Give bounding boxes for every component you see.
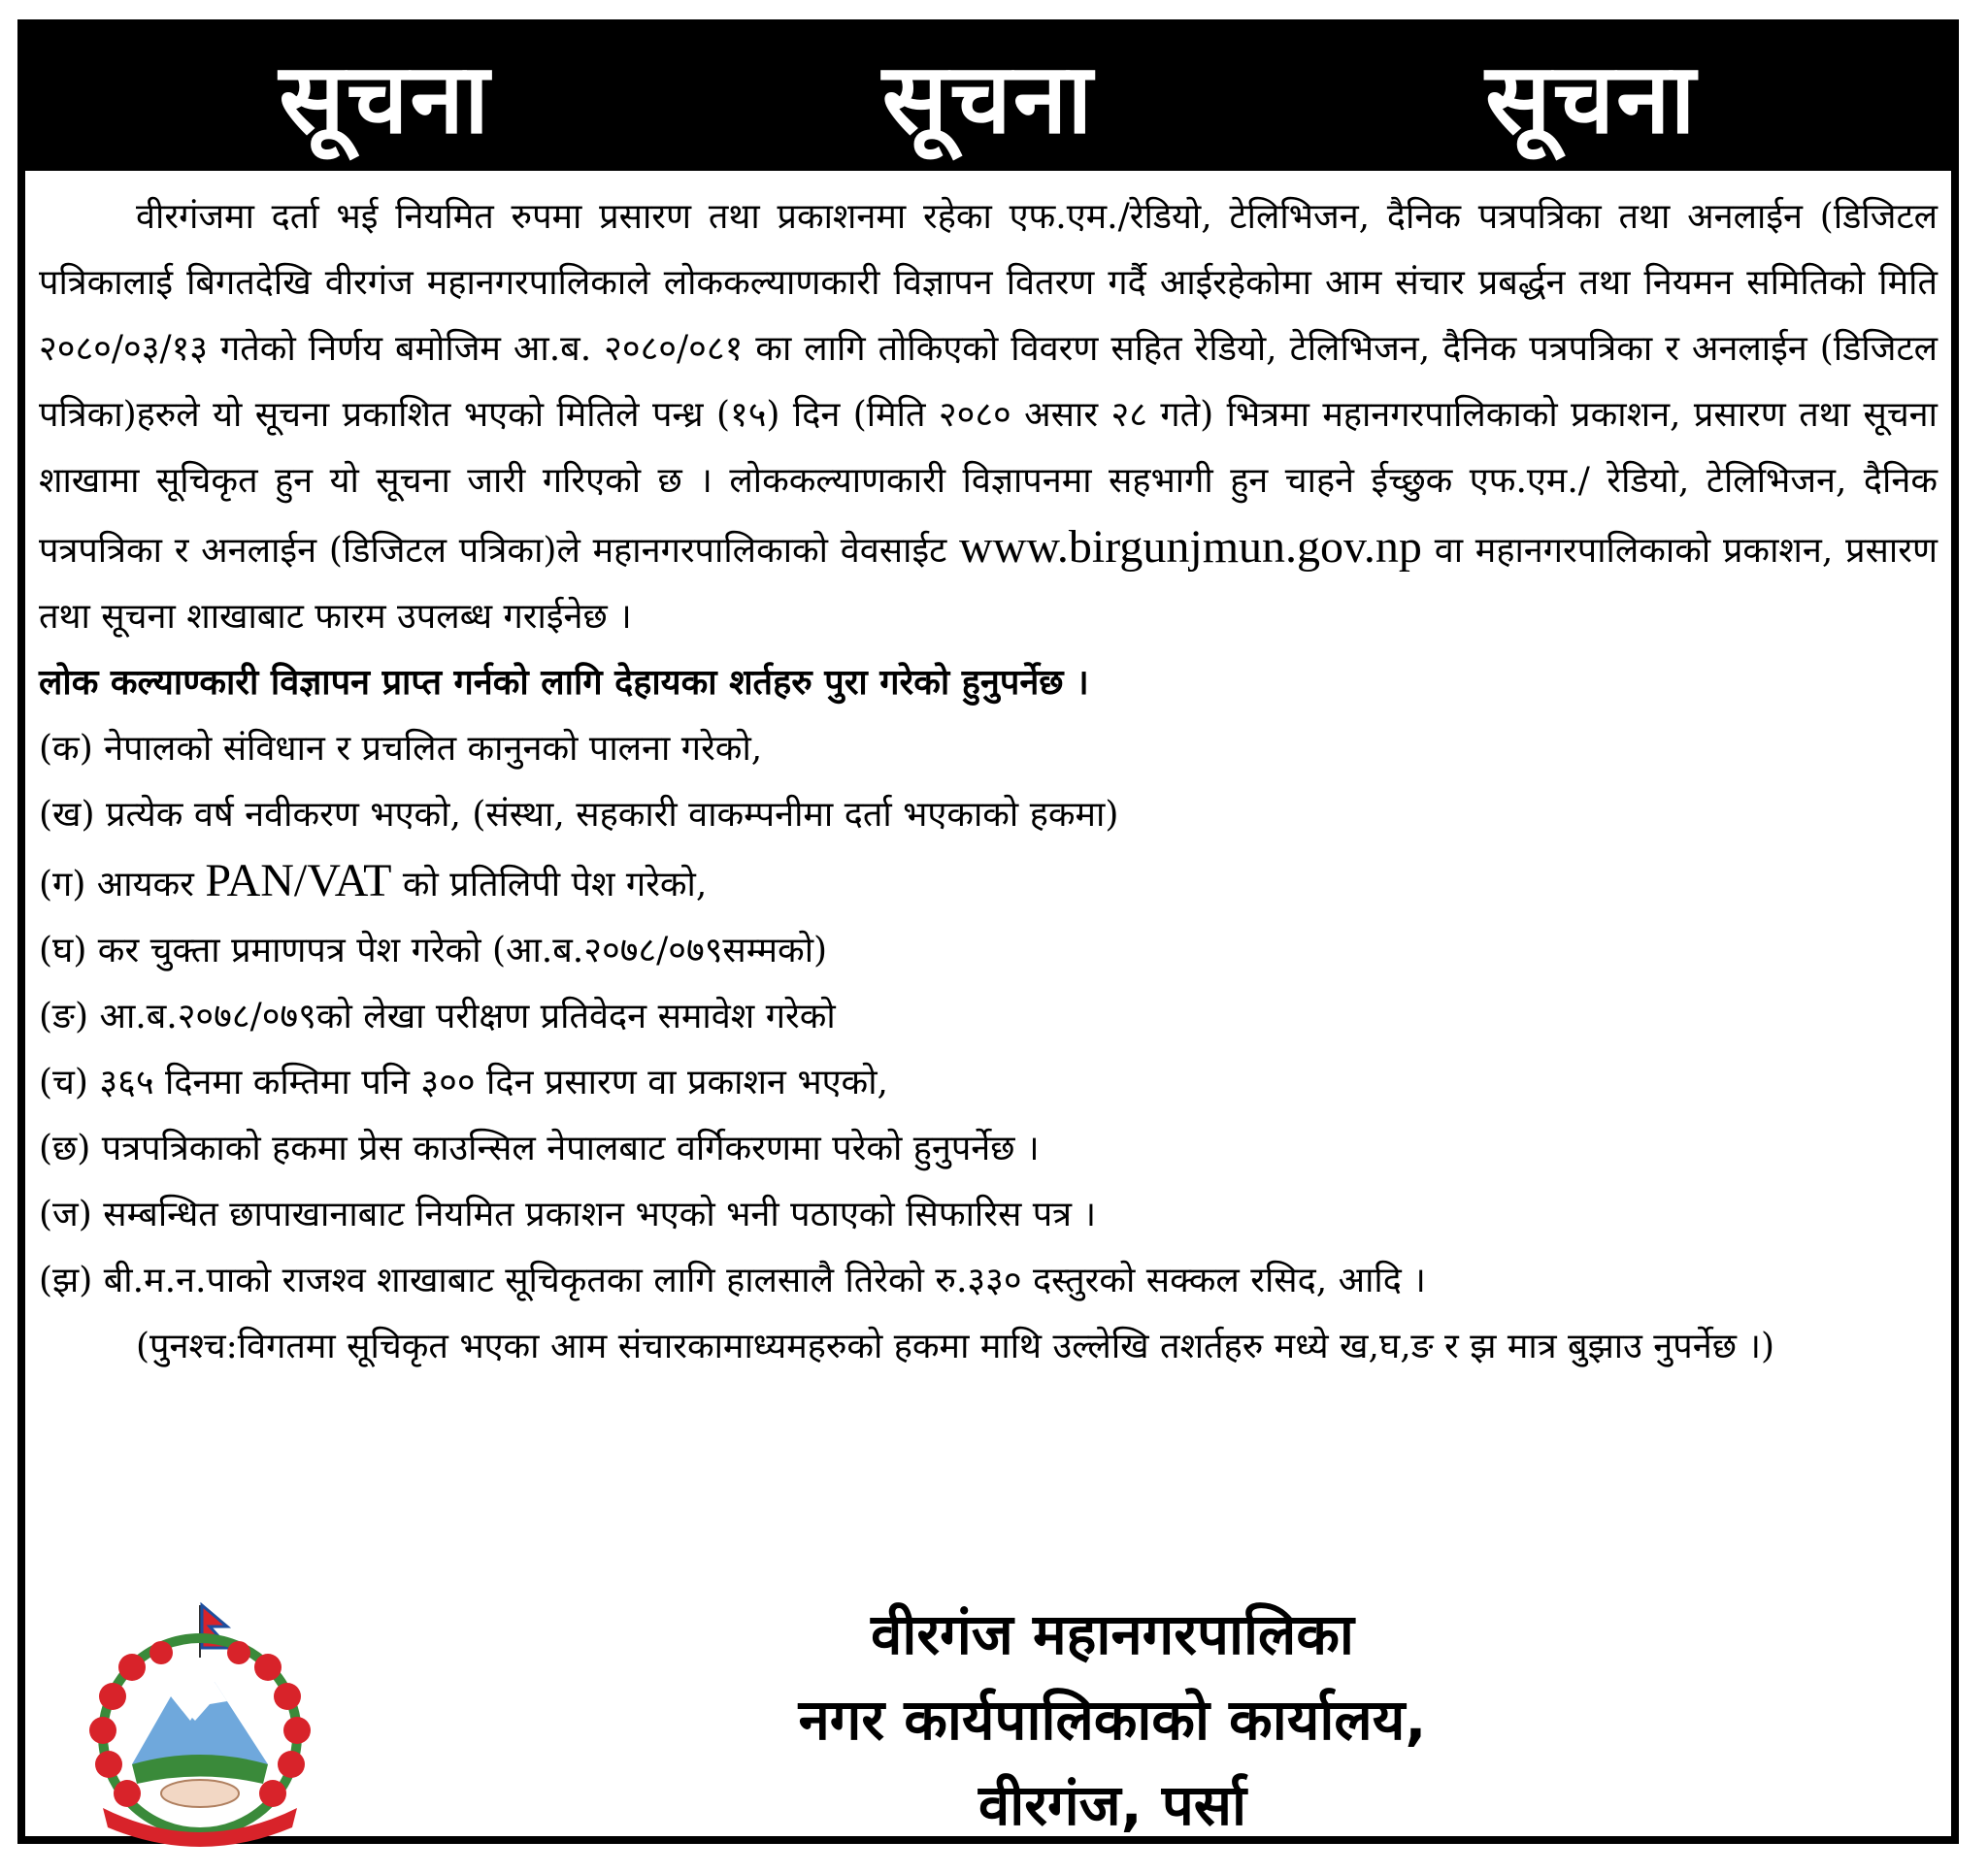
banner-title-1: सूचना	[279, 42, 491, 155]
condition-item-chha: (छ) पत्रपत्रिकाको हकमा प्रेस काउन्सिल नेपालबाट वर्गिकरणमा परेको हुनुपर्नेछ ।	[39, 1129, 1040, 1168]
nepal-government-emblem-icon	[54, 1599, 346, 1852]
notice-frame	[17, 19, 1959, 1844]
condition-ga-post: को प्रतिलिपी पेश गरेको,	[402, 865, 708, 904]
banner-title-3: सूचना	[1485, 42, 1698, 155]
condition-item-kha: (ख) प्रत्येक वर्ष नवीकरण भएको, (संस्था, सहकारी वाकम्पनीमा दर्ता भएकाको हकमा)	[39, 795, 1119, 835]
notice-body	[39, 184, 1938, 1380]
intro-paragraph	[39, 184, 1938, 650]
condition-item-ga	[39, 848, 1938, 918]
conditions-heading: लोक कल्याण्कारी विज्ञापन प्राप्त गर्नको लागि देहायका शर्तहरु पुरा गरेको हुनुपर्नेछ ।	[39, 663, 1089, 703]
condition-item-ka: (क) नेपालको संविधान र प्रचलित कानुनको पालना गरेको,	[39, 729, 763, 769]
intro-text-end: वा महानगरपालिकाको प्रकाशन, प्रसारण तथा सूचना शाखाबाट फारम उपलब्ध गराईनेछ ।	[39, 531, 1938, 637]
pan-vat-label: PAN/VAT	[205, 855, 392, 906]
mountain-icon	[132, 1682, 268, 1764]
condition-item-jha: (झ) बी.म.न.पाको राजश्व शाखाबाट सूचिकृतका लागि हालसालै तिरेको रु.३३० दस्तुरको सक्कल रसिद, आदि ।	[39, 1261, 1426, 1300]
condition-item-gha: (घ) कर चुक्ता प्रमाणपत्र पेश गरेको (आ.ब.२०७८/०७९सम्मको)	[39, 931, 828, 970]
condition-ga-pre: (ग) आयकर	[39, 865, 194, 904]
office-line-2: नगर कार्यपालिकाको कार्यालय,	[798, 1687, 1427, 1753]
conditions-list	[39, 716, 1938, 1314]
issuing-office	[511, 1592, 1714, 1848]
flag-icon	[200, 1605, 229, 1658]
condition-item-cha: (च) ३६५ दिनमा कम्तिमा पनि ३०० दिन प्रसारण वा प्रकाशन भएको,	[39, 1063, 888, 1102]
notice-banner	[25, 27, 1951, 171]
office-line-3: वीरगंज, पर्सा	[977, 1772, 1247, 1838]
website-url[interactable]: www.birgunjmun.gov.np	[959, 521, 1422, 573]
condition-item-nga: (ङ) आ.ब.२०७८/०७९को लेखा परीक्षण प्रतिवेदन समावेश गरेको	[39, 997, 836, 1036]
footnote: (पुनश्च:विगतमा सूचिकृत भएका आम संचारकामाध्यमहरुको हकमा माथि उल्लेखि तशर्तहरु मध्ये ख,घ,ङ र झ मात्र बुझाउ नुपर्नेछ ।)	[136, 1327, 1775, 1366]
office-line-1: वीरगंज महानगरपालिका	[871, 1601, 1354, 1667]
intro-text: वीरगंजमा दर्ता भई नियमित रुपमा प्रसारण तथा प्रकाशनमा रहेका एफ.एम./रेडियो, टेलिभिजन, दैनिक पत्रपत्रिका तथा अनलाईन (डिजिटल पत्रिकालाई बिगतदेखि वीरगंज महानगरपालिकाले लोककल्याणकारी विज्ञापन वितरण गर्दै आईरहेकोमा आम संचार प्रबर्द्धन तथा नियमन समितिको मिति २०८०/०३/१३ गतेको निर्णय बमोजिम आ.ब. २०८०/०८१ का लागि तोकिएको विवरण सहित रेडियो, टेलिभिजन, दैनिक पत्रपत्रिका र अनलाईन (डिजिटल पत्रिका)हरुले यो सूचना प्रकाशित भएको मितिले पन्ध्र (१५) दिन (मिति २०८० असार २८ गते) भित्रमा महानगरपालिकाको प्रकाशन, प्रसारण तथा सूचना शाखामा सूचिकृत हुन यो सूचना जारी गरिएको छ । लोककल्याणकारी विज्ञापनमा सहभागी हुन चाहने ईच्छुक एफ.एम./ रेडियो, टेलिभिजन, दैनिक पत्रपत्रिका र अनलाईन (डिजिटल पत्रिका)ले महानगरपालिकाको वेवसाईट	[39, 197, 1938, 571]
handshake-icon	[161, 1780, 239, 1807]
banner-title-2: सूचना	[881, 42, 1095, 155]
condition-item-ja: (ज) सम्बन्धित छापाखानाबाट नियमित प्रकाशन भएको भनी पठाएको सिफारिस पत्र ।	[39, 1195, 1097, 1234]
